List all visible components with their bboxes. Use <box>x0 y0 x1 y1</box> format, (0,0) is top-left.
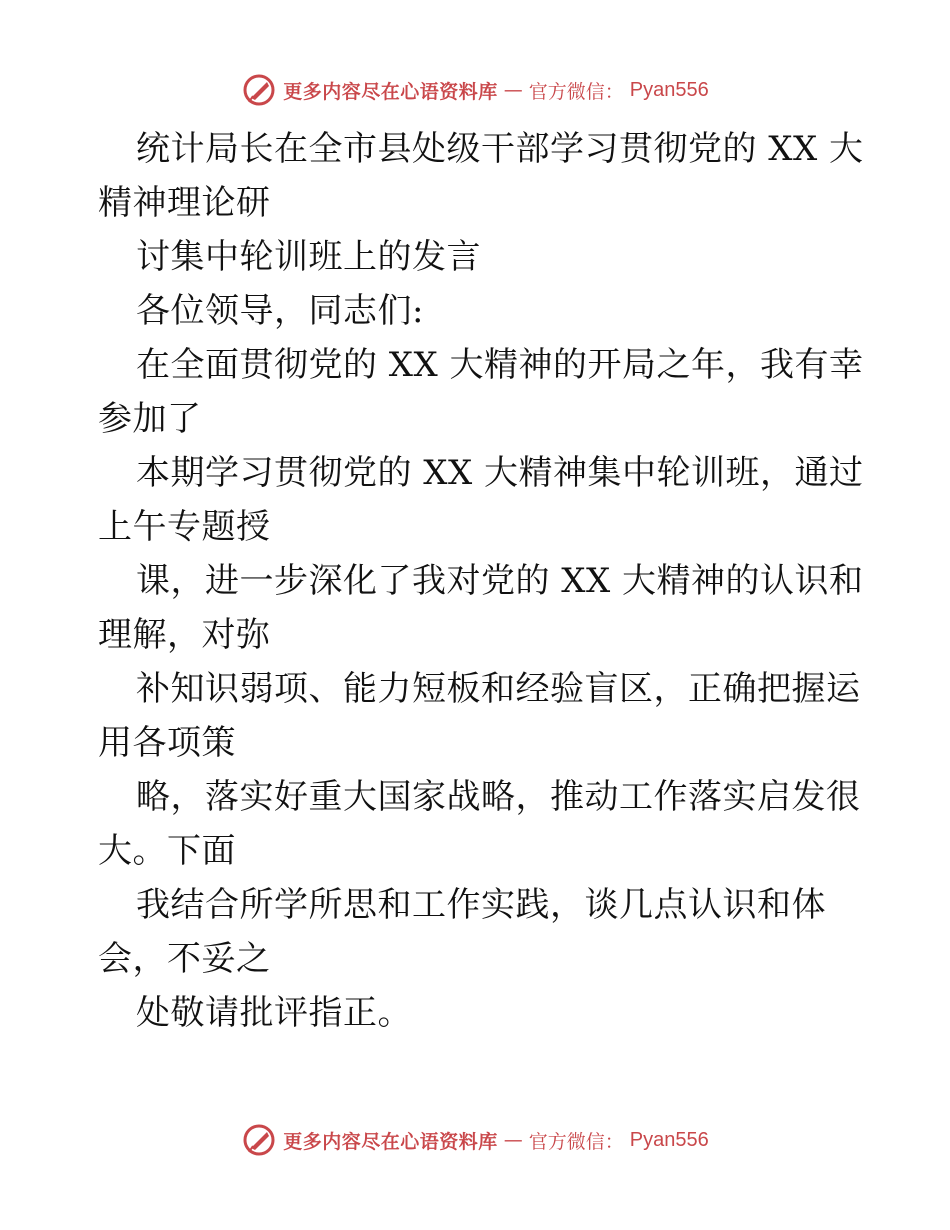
paragraph-line: 在全面贯彻党的 XX 大精神的开局之年，我有幸 <box>136 345 864 385</box>
watermark-wechat-id: Pyan556 <box>629 78 709 101</box>
watermark-wechat-id: Pyan556 <box>629 1128 709 1151</box>
document-body <box>98 122 864 1040</box>
paragraph-line: 补知识弱项、能力短板和经验盲区，正确把握运 <box>136 669 861 709</box>
watermark-wechat-label: 官方微信： <box>528 80 624 103</box>
paragraph-line: 会，不妥之 <box>98 939 271 979</box>
paragraph-line: 用各项策 <box>98 723 236 763</box>
paragraph-line: 上午专题授 <box>98 507 271 547</box>
paragraph-line: 本期学习贯彻党的 XX 大精神集中轮训班，通过 <box>136 453 864 493</box>
paragraph-line: 课，进一步深化了我对党的 XX 大精神的认识和 <box>136 561 864 601</box>
paragraph-line: 略，落实好重大国家战略，推动工作落实启发很 <box>136 777 861 817</box>
watermark-wechat-label: 官方微信： <box>528 1130 624 1153</box>
watermark-separator: — <box>503 79 523 101</box>
watermark-brand: 更多内容尽在心语资料库 <box>283 1130 498 1153</box>
header-watermark <box>0 70 950 110</box>
salutation: 各位领导，同志们: <box>136 291 424 331</box>
watermark-separator: — <box>503 1129 523 1151</box>
quill-pen-logo-icon <box>241 1122 277 1158</box>
document-title-line-2: 精神理论研 <box>98 183 271 223</box>
document-title-line-1: 统计局长在全市县处级干部学习贯彻党的 XX 大 <box>136 129 864 169</box>
footer-watermark <box>0 1120 950 1160</box>
paragraph-line: 大。下面 <box>98 831 236 871</box>
paragraph-line: 我结合所学所思和工作实践，谈几点认识和体 <box>136 885 826 925</box>
document-title-line-3: 讨集中轮训班上的发言 <box>136 237 481 277</box>
paragraph-line: 处敬请批评指正。 <box>136 993 412 1033</box>
paragraph-line: 理解，对弥 <box>98 615 271 655</box>
paragraph-line: 参加了 <box>98 399 202 439</box>
quill-pen-logo-icon <box>241 72 277 108</box>
watermark-brand: 更多内容尽在心语资料库 <box>283 80 498 103</box>
